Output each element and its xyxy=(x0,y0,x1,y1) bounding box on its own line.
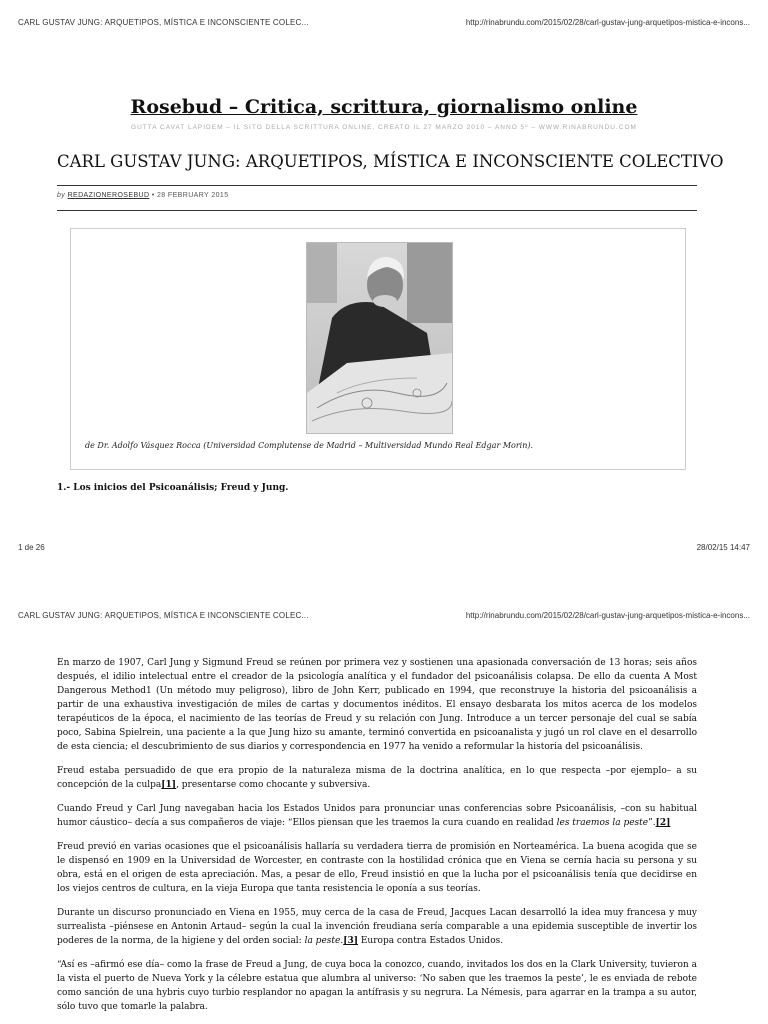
print-timestamp: 28/02/15 14:47 xyxy=(696,543,750,552)
print-header-url: http://rinabrundu.com/2015/02/28/carl-gustav-jung-arquetipos-mistica-e-incons... xyxy=(465,18,750,27)
section-heading: 1.- Los inicios del Psicoanálisis; Freud y Jung. xyxy=(57,483,289,493)
publish-date: 28 FEBRUARY 2015 xyxy=(157,192,229,199)
paragraph-text: Cuando Freud y Carl Jung navegaban hacia los Estados Unidos para pronunciar unas conferencias sobre Psicoanálisis, –con su habitual humor cáustico– decía a sus compañeros de viaje: “Ellos piensan que les traemos la cura cuando en realidad xyxy=(57,804,697,828)
footnote-link-2[interactable]: [2] xyxy=(655,818,671,828)
site-tagline: GUTTA CAVAT LAPIDEM – IL SITO DELLA SCRITTURA ONLINE, CREATO IL 27 MARZO 2010 – ANNO 5º – WWW.RINABRUNDU.COM xyxy=(131,124,637,131)
byline xyxy=(57,192,229,199)
print-header-title: CARL GUSTAV JUNG: ARQUETIPOS, MÍSTICA E INCONSCIENTE COLEC... xyxy=(18,18,309,27)
byline-separator: • xyxy=(151,192,155,199)
paragraph-text: ”. xyxy=(648,818,656,828)
author-link[interactable]: REDAZIONEROSEBUD xyxy=(67,192,150,199)
article-title: CARL GUSTAV JUNG: ARQUETIPOS, MÍSTICA E INCONSCIENTE COLECTIVO xyxy=(57,152,724,171)
article-body xyxy=(57,656,697,1024)
emphasis: la peste xyxy=(304,936,341,946)
print-header xyxy=(0,18,768,34)
paragraph-text: Durante un discurso pronunciado en Viena en 1955, muy cerca de la casa de Freud, Jacques Lacan desarrolló la idea muy francesa y muy surrealista –piénsese en Antonin Artaud– según la cual la invención freudiana sería comparable a una epidemia susceptible de invertir los poderes de la norma, de la higiene y del orden social: xyxy=(57,908,697,946)
paragraph-text: Europa contra Estados Unidos. xyxy=(358,936,504,946)
paragraph xyxy=(57,906,697,948)
print-header-url: http://rinabrundu.com/2015/02/28/carl-gustav-jung-arquetipos-mistica-e-incons... xyxy=(465,611,750,620)
figure-caption: de Dr. Adolfo Vásquez Rocca (Universidad Complutense de Madrid – Multiversidad Mundo Real Edgar Morin). xyxy=(85,441,534,450)
paragraph: Freud previó en varias ocasiones que el psicoanálisis hallaría su verdadera tierra de promisión en Norteamérica. La buena acogida que se le dispensó en 1909 en la Universidad de Worcester, en contraste con la hostilidad crónica que en Viena se cernía hacia su persona y su obra, está en el origen de esta apreciación. Mas, a pesar de ello, Freud insistió en que la lucha por el psicoanálisis tenía que decidirse en los viejos centros de cultura, en la vieja Europa que tanta resistencia le oponía a sus teorías. xyxy=(57,842,697,894)
page-number: 1 de 26 xyxy=(18,543,45,552)
print-header-page-2 xyxy=(0,611,768,627)
paragraph-text: . xyxy=(340,936,344,946)
byline-prefix: by xyxy=(57,192,66,199)
photo-illustration xyxy=(307,243,452,433)
figure xyxy=(70,228,686,470)
paragraph-text: , presentarse como chocante y subversiva. xyxy=(176,780,371,790)
footnote-link-3[interactable]: [3] xyxy=(343,936,358,946)
footnote-link-1[interactable]: [1] xyxy=(161,780,177,790)
paragraph: “Así es –afirmó ese día– como la frase de Freud a Jung, de cuya boca la conozco, cuando, invitados los dos en la Clark University, tuvieron a la vista el puerto de Nueva York y la célebre estatua que alumbra al universo: ‘No saben que les traemos la peste’, le es enviada de rebote como sanción de una hybris cuyo turbio resplandor no apagan la antífrasis y su negrura. La Némesis, para agarrar en la trampa a su autor, sólo tuvo que tomarle la palabra. xyxy=(57,960,697,1012)
print-header-title: CARL GUSTAV JUNG: ARQUETIPOS, MÍSTICA E INCONSCIENTE COLEC... xyxy=(18,611,309,620)
emphasis: les traemos la peste xyxy=(556,818,649,828)
paragraph xyxy=(57,764,697,792)
paragraph-text: Freud estaba persuadido de que era propio de la naturaleza misma de la doctrina analítica, en lo que respecta –por ejemplo– a su concepción de la culpa xyxy=(57,766,697,790)
paragraph: En marzo de 1907, Carl Jung y Sigmund Freud se reúnen por primera vez y sostienen una apasionada conversación de 13 horas; seis años después, el idilio intelectual entre el creador de la psicología analítica y el fundador del psicoanálisis colapsa. De ello da cuenta A Most Dangerous Method1 (Un método muy peligroso), libro de John Kerr, publicado en 1994, que reconstruye la historia del psicoanálisis a partir de una exhaustiva investigación de miles de cartas y documentos inéditos. El ensayo desbarata los mitos acerca de los modelos terapéuticos de la época, el nacimiento de las teorías de Freud y su relación con Jung. Introduce a un tercer personaje del cual se sabía poco, Sabina Spielrein, una paciente a la que Jung hizo su amante, terminó convertida en psicoanalista y jugó un rol clave en el desarrollo de esta ciencia; el descubrimiento de sus diarios y correspondencia en 1977 ha venido a reformular la historia del psicoanálisis. xyxy=(57,658,697,752)
print-footer xyxy=(0,543,768,557)
author-photo[interactable] xyxy=(306,242,453,434)
title-divider xyxy=(57,185,697,186)
paragraph xyxy=(57,802,697,830)
site-title-link[interactable]: Rosebud – Critica, scrittura, giornalismo online xyxy=(130,96,638,118)
byline-divider xyxy=(57,210,697,211)
